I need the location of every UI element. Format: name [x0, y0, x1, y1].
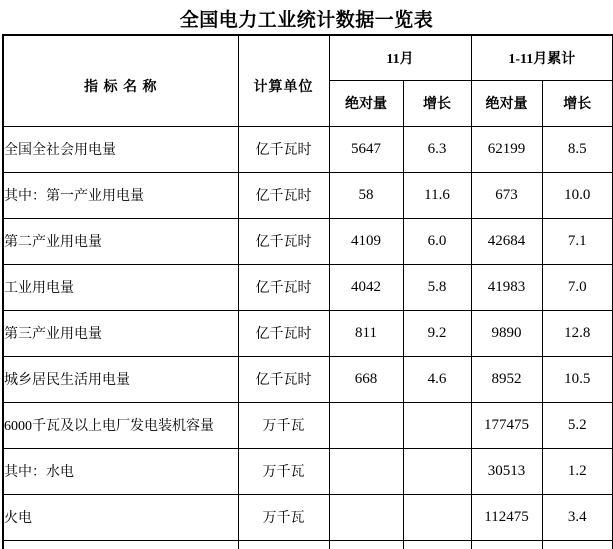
nov-absolute-cell — [329, 402, 403, 448]
nov-growth-cell: 6.0 — [403, 218, 471, 264]
cum-growth-cell — [542, 540, 613, 549]
indicator-name: 城乡居民生活用电量 — [3, 356, 238, 402]
cum-growth-cell: 10.0 — [542, 172, 613, 218]
header-group-row — [3, 35, 613, 80]
col-group-cumulative: 1-11月累计 — [471, 35, 613, 80]
nov-growth-cell: 11.6 — [403, 172, 471, 218]
cum-growth-cell: 8.5 — [542, 126, 613, 172]
nov-growth-cell: 4.6 — [403, 356, 471, 402]
nov-absolute-cell — [329, 540, 403, 549]
cum-absolute-cell — [471, 540, 542, 549]
col-header-nov-growth: 增长 — [403, 80, 471, 126]
indicator-name: 其中：第一产业用电量 — [3, 172, 238, 218]
nov-absolute-cell: 668 — [329, 356, 403, 402]
page-title: 全国电力工业统计数据一览表 — [179, 10, 434, 31]
unit-cell — [238, 540, 329, 549]
col-header-unit: 计算单位 — [238, 35, 329, 126]
cum-absolute-cell: 62199 — [471, 126, 542, 172]
unit-cell: 万千瓦 — [238, 494, 329, 540]
nov-growth-cell — [403, 448, 471, 494]
col-header-indicator: 指 标 名 称 — [3, 35, 238, 126]
table-row — [3, 494, 613, 540]
nov-growth-cell — [403, 540, 471, 549]
table-row — [3, 448, 613, 494]
cum-absolute-cell: 177475 — [471, 402, 542, 448]
indicator-name: 6000千瓦及以上电厂发电装机容量 — [3, 402, 238, 448]
nov-absolute-cell: 5647 — [329, 126, 403, 172]
table-row — [3, 126, 613, 172]
indicator-name: 全国全社会用电量 — [3, 126, 238, 172]
unit-cell: 亿千瓦时 — [238, 218, 329, 264]
cum-absolute-cell: 30513 — [471, 448, 542, 494]
cum-absolute-cell: 112475 — [471, 494, 542, 540]
table-row-partial — [3, 540, 613, 549]
cum-growth-cell: 12.8 — [542, 310, 613, 356]
col-header-cum-absolute: 绝对量 — [471, 80, 542, 126]
nov-absolute-cell — [329, 448, 403, 494]
cum-absolute-cell: 42684 — [471, 218, 542, 264]
indicator-name: 第二产业用电量 — [3, 218, 238, 264]
indicator-name: 工业用电量 — [3, 264, 238, 310]
nov-absolute-cell: 4109 — [329, 218, 403, 264]
unit-cell: 亿千瓦时 — [238, 126, 329, 172]
unit-cell: 亿千瓦时 — [238, 356, 329, 402]
col-group-november: 11月 — [329, 35, 471, 80]
nov-absolute-cell: 58 — [329, 172, 403, 218]
statistics-table — [2, 34, 613, 549]
nov-growth-cell — [403, 402, 471, 448]
indicator-name: 第三产业用电量 — [3, 310, 238, 356]
cum-growth-cell: 5.2 — [542, 402, 613, 448]
cum-growth-cell: 7.1 — [542, 218, 613, 264]
table-row — [3, 218, 613, 264]
nov-absolute-cell — [329, 494, 403, 540]
table-row — [3, 402, 613, 448]
cum-growth-cell: 7.0 — [542, 264, 613, 310]
table-row — [3, 264, 613, 310]
cum-growth-cell: 1.2 — [542, 448, 613, 494]
col-header-nov-absolute: 绝对量 — [329, 80, 403, 126]
indicator-name: 其中：水电 — [3, 448, 238, 494]
nov-absolute-cell: 4042 — [329, 264, 403, 310]
cum-absolute-cell: 673 — [471, 172, 542, 218]
unit-cell: 万千瓦 — [238, 448, 329, 494]
table-row — [3, 172, 613, 218]
unit-cell: 万千瓦 — [238, 402, 329, 448]
nov-growth-cell — [403, 494, 471, 540]
indicator-name — [3, 540, 238, 549]
nov-growth-cell: 5.8 — [403, 264, 471, 310]
unit-cell: 亿千瓦时 — [238, 310, 329, 356]
nov-growth-cell: 6.3 — [403, 126, 471, 172]
cum-growth-cell: 3.4 — [542, 494, 613, 540]
unit-cell: 亿千瓦时 — [238, 264, 329, 310]
table-row — [3, 310, 613, 356]
cum-absolute-cell: 41983 — [471, 264, 542, 310]
unit-cell: 亿千瓦时 — [238, 172, 329, 218]
cum-growth-cell: 10.5 — [542, 356, 613, 402]
nov-growth-cell: 9.2 — [403, 310, 471, 356]
cum-absolute-cell: 8952 — [471, 356, 542, 402]
indicator-name: 火电 — [3, 494, 238, 540]
nov-absolute-cell: 811 — [329, 310, 403, 356]
cum-absolute-cell: 9890 — [471, 310, 542, 356]
col-header-cum-growth: 增长 — [542, 80, 613, 126]
table-row — [3, 356, 613, 402]
